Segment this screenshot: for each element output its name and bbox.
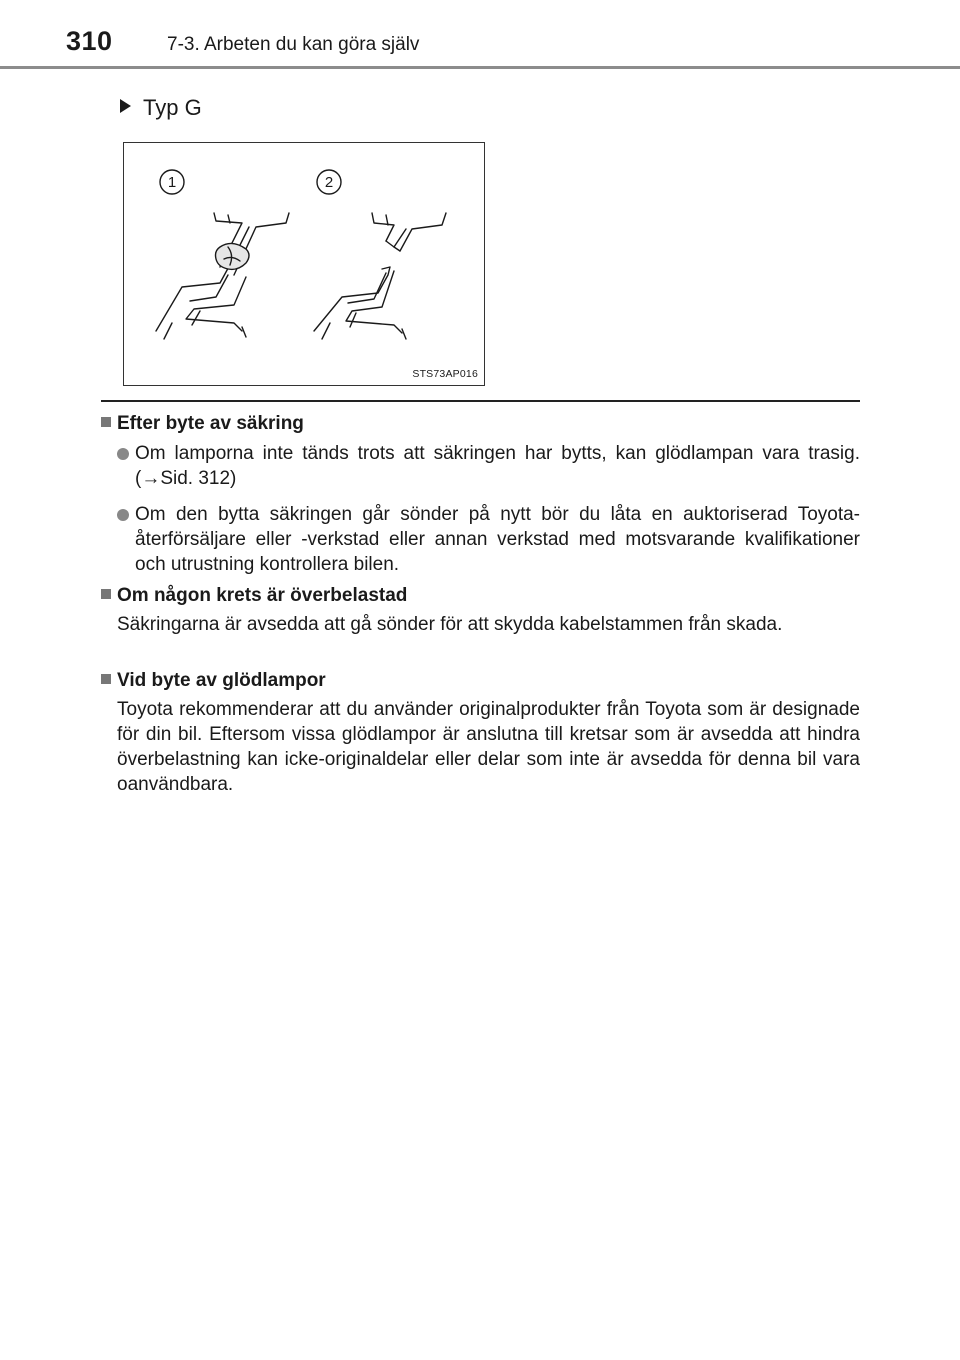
section-heading: Vid byte av glödlampor: [101, 669, 860, 693]
fuse-intact: [156, 213, 289, 339]
header-divider: [0, 66, 960, 69]
square-bullet-icon: [101, 417, 111, 427]
content-divider: [101, 400, 860, 402]
section-text: Säkringarna är avsedda att gå sönder för att skydda kabelstammen från skada.: [117, 614, 783, 635]
square-bullet-icon: [101, 674, 111, 684]
section-after-fuse-change: [101, 412, 860, 577]
section-heading: Om någon krets är överbelastad: [101, 584, 860, 608]
section-text: Toyota rekommenderar att du använder originalprodukter från Toyota som är designade för din bil. Eftersom vissa glödlampor är anslutna till kretsar som är avsedda att hindra överbelastning kan icke-originaldelar eller delar som inte är avsedda för denna bil vara oanvändbara.: [117, 699, 860, 795]
circle-bullet-icon: [117, 509, 129, 521]
section-title: 7-3. Arbeten du kan göra själv: [167, 34, 420, 55]
page-header: [66, 20, 866, 60]
figure-code: STS73AP016: [412, 368, 478, 380]
type-label-text: Typ G: [143, 95, 202, 120]
type-label: [120, 95, 202, 121]
fuse-blown: [314, 213, 446, 339]
list-item: Om den bytta säkringen går sönder på nytt bör du låta en auktoriserad Toyota-återförsäljare eller -verkstad eller annan verkstad med motsvarande kvalifikationer och utrustning kontrollera bilen.: [101, 502, 860, 577]
marker-1: 1: [167, 174, 177, 191]
page-number: 310: [66, 26, 113, 56]
list-item: Om lamporna inte tänds trots att säkringen har bytts, kan glödlampan vara trasig. (→Sid. 312): [101, 441, 860, 491]
section-bulb-replacement: [101, 669, 860, 797]
section-heading: Efter byte av säkring: [101, 412, 860, 436]
circle-bullet-icon: [117, 448, 129, 460]
fuse-diagram: [124, 143, 486, 387]
arrow-right-icon: [120, 99, 131, 113]
marker-2: 2: [324, 174, 334, 191]
section-circuit-overloaded: [101, 584, 860, 637]
fuse-illustration: [123, 142, 485, 386]
square-bullet-icon: [101, 589, 111, 599]
